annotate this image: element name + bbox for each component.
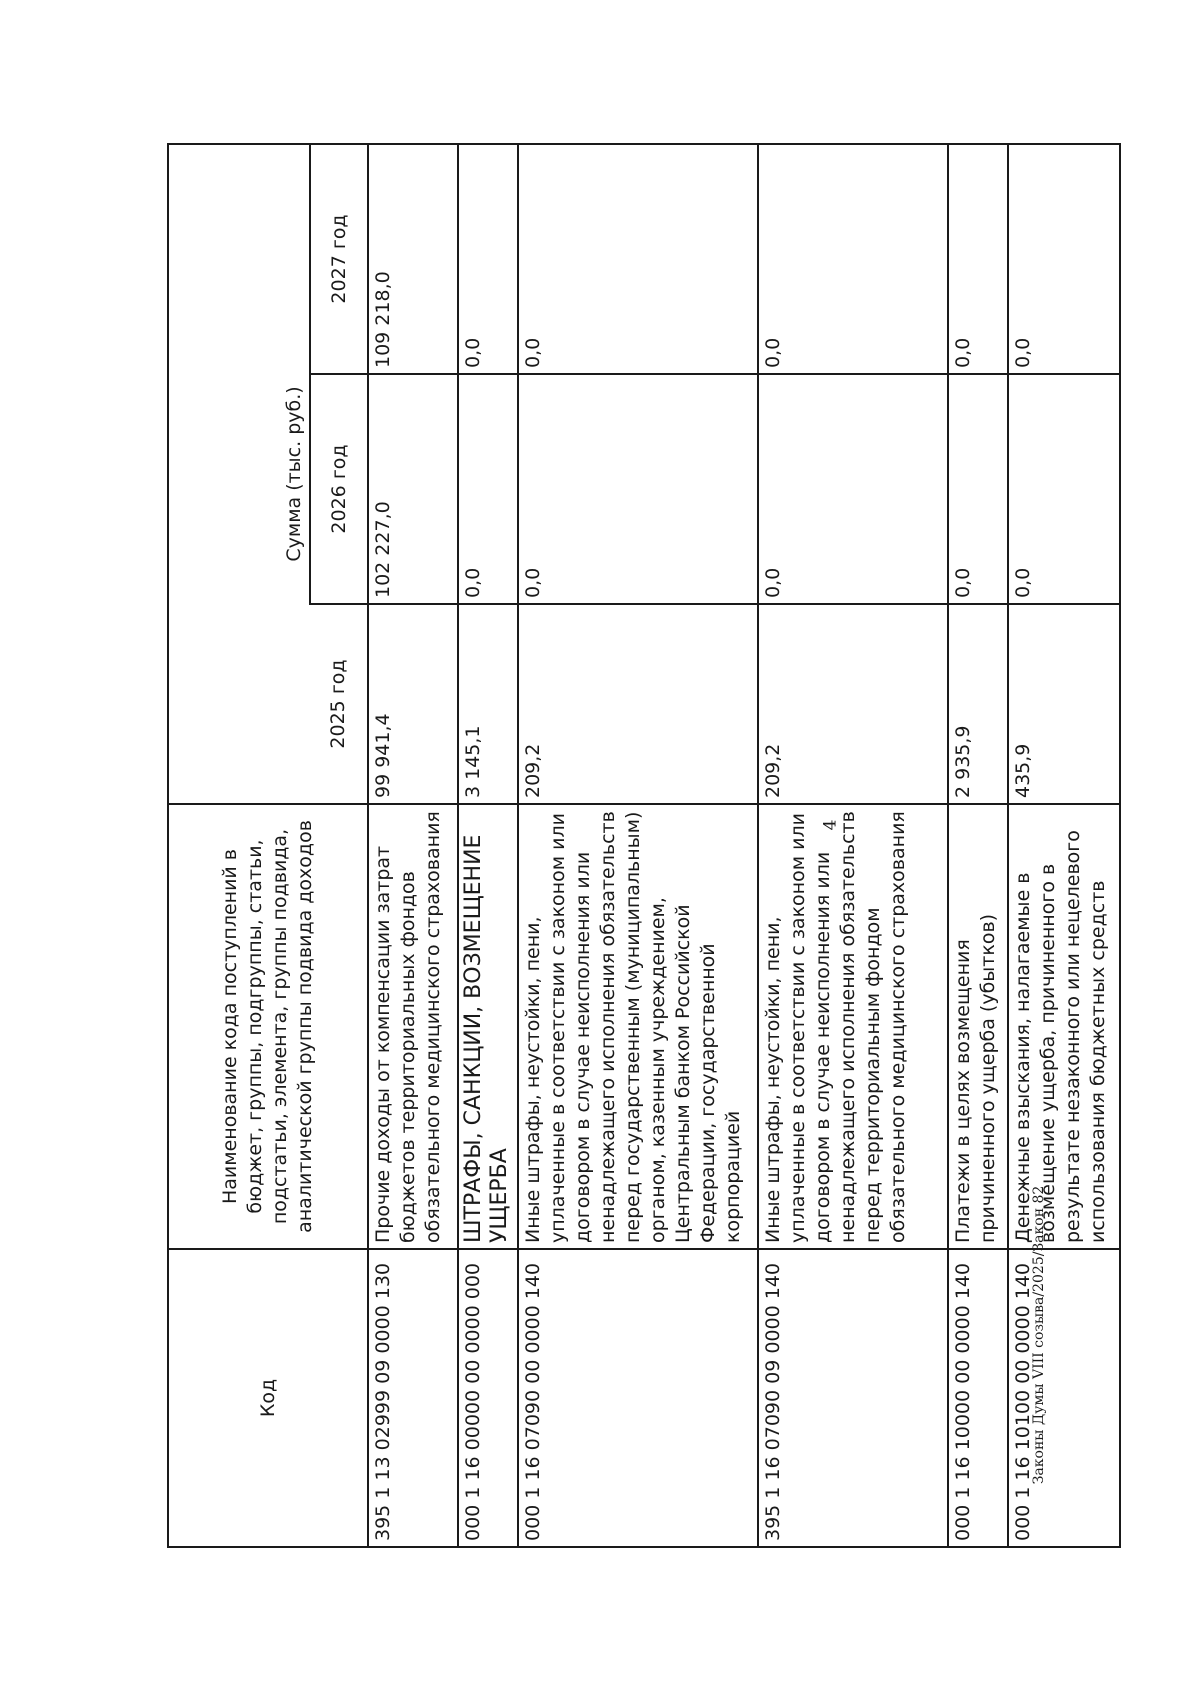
header-2027: 2027 год xyxy=(310,144,368,374)
row-value-2026: 102 227,0 xyxy=(368,374,458,604)
table-row xyxy=(1008,144,1120,1547)
revenue-table xyxy=(167,143,1121,1548)
row-name: Иные штрафы, неустойки, пени, уплаченные в соответствии с законом или договором в случае неисполнения или ненадлежащего исполнения обязательств перед государственным (муниципальным) органом, казенным учреждением, Центральным банком Российской Федерации, государственной корпорацией xyxy=(518,804,758,1249)
row-value-2027: 0,0 xyxy=(518,144,758,374)
row-value-2027: 0,0 xyxy=(758,144,948,374)
table-row xyxy=(948,144,1008,1547)
row-code: 395 1 13 02999 09 0000 130 xyxy=(368,1249,458,1547)
row-value-2027: 109 218,0 xyxy=(368,144,458,374)
row-name: Денежные взыскания, налагаемые в возмещение ущерба, причиненного в результате незаконного или нецелевого использования бюджетных средств xyxy=(1008,804,1120,1249)
header-name: Наименование кода поступлений в бюджет, группы, подгруппы, статьи, подстатьи, элемента, группы подвида, аналитической группы подвида доходов xyxy=(168,804,368,1249)
row-value-2026: 0,0 xyxy=(758,374,948,604)
row-value-2025: 209,2 xyxy=(518,604,758,804)
row-name: ШТРАФЫ, САНКЦИИ, ВОЗМЕЩЕНИЕ УЩЕРБА xyxy=(458,804,518,1249)
row-value-2025: 209,2 xyxy=(758,604,948,804)
row-code: 000 1 16 00000 00 0000 000 xyxy=(458,1249,518,1547)
row-name: Прочие доходы от компенсации затрат бюджетов территориальных фондов обязательного медицинского страхования xyxy=(368,804,458,1249)
row-code: 000 1 16 10000 00 0000 140 xyxy=(948,1249,1008,1547)
row-name: Платежи в целях возмещения причиненного ущерба (убытков) xyxy=(948,804,1008,1249)
row-value-2026: 0,0 xyxy=(948,374,1008,604)
table-row xyxy=(518,144,758,1547)
row-value-2025: 99 941,4 xyxy=(368,604,458,804)
header-code: Код xyxy=(168,1249,368,1547)
row-value-2027: 0,0 xyxy=(458,144,518,374)
row-value-2027: 0,0 xyxy=(1008,144,1120,374)
row-value-2025: 435,9 xyxy=(1008,604,1120,804)
table-row xyxy=(368,144,458,1547)
row-value-2025: 2 935,9 xyxy=(948,604,1008,804)
row-value-2025: 3 145,1 xyxy=(458,604,518,804)
row-value-2026: 0,0 xyxy=(458,374,518,604)
page-number: 4 xyxy=(819,819,840,831)
row-value-2027: 0,0 xyxy=(948,144,1008,374)
row-value-2026: 0,0 xyxy=(518,374,758,604)
header-2025: 2025 год xyxy=(310,604,368,804)
row-code: 000 1 16 07090 00 0000 140 xyxy=(518,1249,758,1547)
row-value-2026: 0,0 xyxy=(1008,374,1120,604)
header-sum: Сумма (тыс. руб.) xyxy=(168,144,310,804)
header-2026: 2026 год xyxy=(310,374,368,604)
row-code: 395 1 16 07090 09 0000 140 xyxy=(758,1249,948,1547)
footer-reference: Законы Думы VIII созыва/2025/Закон 82 xyxy=(1031,1185,1047,1485)
table-row xyxy=(758,144,948,1547)
table-row xyxy=(458,144,518,1547)
row-name: Иные штрафы, неустойки, пени, уплаченные в соответствии с законом или договором в случае неисполнения или ненадлежащего исполнения обязательств перед территориальным фондом обязательного медицинского страхования xyxy=(758,804,948,1249)
row-code: 000 1 16 10100 00 0000 140 xyxy=(1008,1249,1120,1547)
